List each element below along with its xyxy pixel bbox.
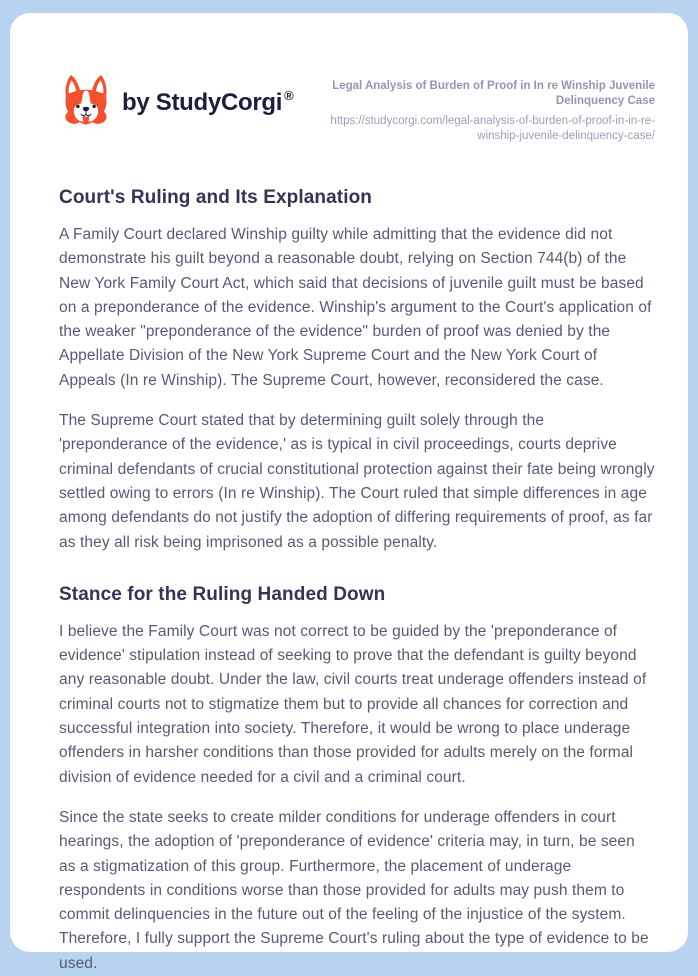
corgi-icon — [59, 73, 113, 131]
section-court-ruling — [59, 187, 655, 555]
section-stance — [59, 584, 655, 976]
paragraph: The Supreme Court stated that by determining guilt solely through the 'preponderance of the evidence,' as is typical in civil proceedings, courts deprive criminal defendants of crucial constitutional protection against their fate being wrongly settled owing to errors (In re Winship). The Court ruled that simple differences in age among defendants do not justify the adoption of differing requirements of proof, as far as they all risk being imprisoned as a possible penalty. — [59, 412, 655, 551]
document-url[interactable]: https://studycorgi.com/legal-analysis-of-burden-of-proof-in-in-re-winship-juvenile-delinquency-case/ — [330, 115, 655, 142]
brand-name: by StudyCorgi ® — [122, 87, 294, 116]
document-title: Legal Analysis of Burden of Proof in In re Winship Juvenile Delinquency Case — [332, 80, 655, 107]
paragraph: Since the state seeks to create milder conditions for underage offenders in court hearings, the adoption of 'preponderance of evidence' criteria may, in turn, be seen as a stigmatization of this group. Furthermore, the placement of underage respondents in conditions worse than those provided for adults may push them to commit delinquencies in the future out of the feeling of the injustice of the system. Therefore, I fully support the Supreme Court's ruling about the type of evidence to be used. — [59, 808, 649, 972]
paragraph: I believe the Family Court was not correct to be guided by the 'preponderance of evidence' stipulation instead of seeking to prove that the defendant is guilty beyond any reasonable doubt. Under the law, civil courts treat underage offenders instead of criminal courts not to stigmatize them but to provide all chances for correction and successful integration into society. Therefore, it would be wrong to place underage offenders in harsher conditions than those provided for adults merely on the formal division of evidence needed for a civil and a criminal court. — [59, 622, 647, 786]
paragraph: A Family Court declared Winship guilty while admitting that the evidence did not demonstrate his guilt beyond a reasonable doubt, relying on Section 744(b) of the New York Family Court Act, which said that decisions of juvenile guilt must be based on a preponderance of the evidence. Winship's argument to the Court's application of the weaker "preponderance of the evidence" burden of proof was denied by the Appellate Division of the New York Supreme Court and the New York Court of Appeals (In re Winship). The Supreme Court, however, reconsidered the case. — [59, 226, 652, 389]
document-card — [10, 13, 688, 972]
article-content — [59, 187, 655, 976]
document-meta — [310, 73, 655, 144]
registered-trademark: ® — [284, 87, 294, 103]
header — [59, 73, 655, 144]
studycorgi-logo[interactable] — [59, 73, 293, 131]
section-heading: Stance for the Ruling Handed Down — [59, 583, 386, 605]
section-heading: Court's Ruling and Its Explanation — [59, 187, 372, 208]
